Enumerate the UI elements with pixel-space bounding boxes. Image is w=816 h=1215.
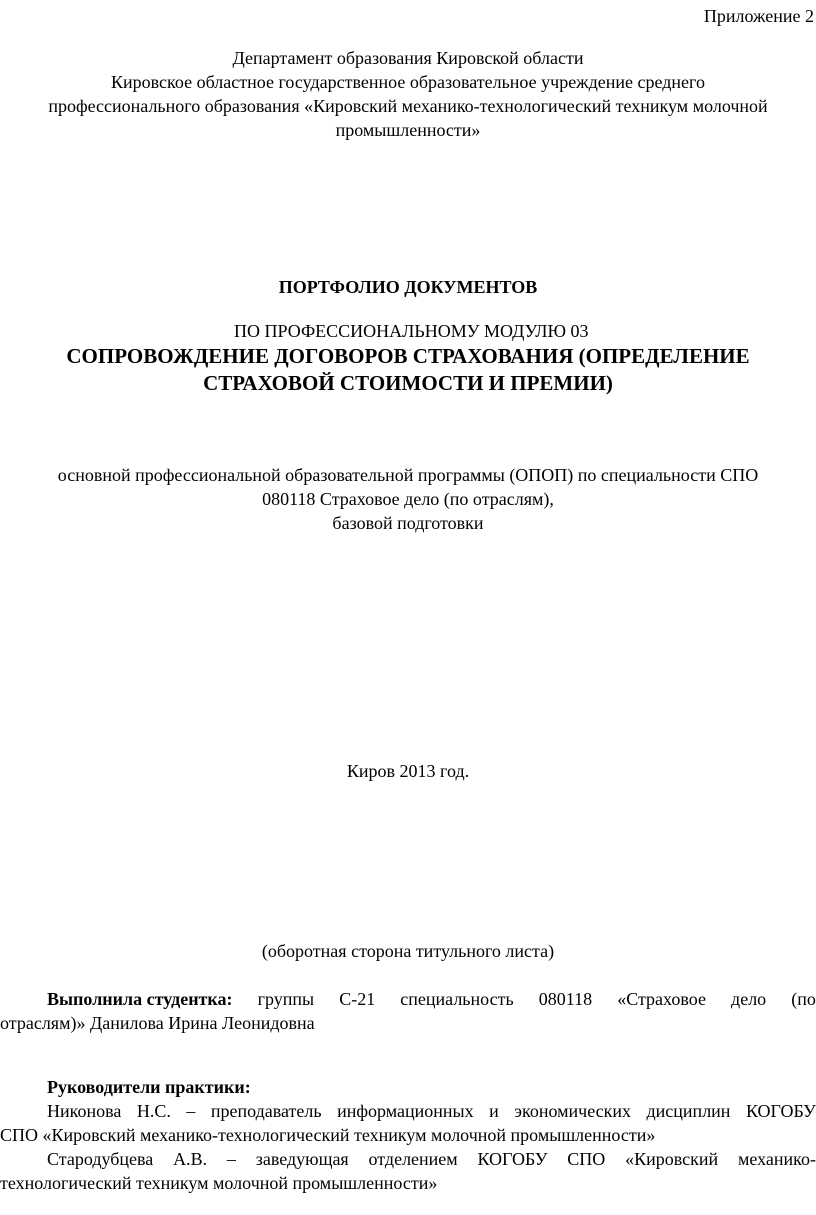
module-title-line-1: СОПРОВОЖДЕНИЕ ДОГОВОРОВ СТРАХОВАНИЯ (ОПРЕДЕЛЕНИЕ [66,344,750,368]
supervisor-word: преподаватель [210,1101,322,1121]
supervisor-word: информационных [337,1101,474,1121]
module-title-line-2: СТРАХОВОЙ СТОИМОСТИ И ПРЕМИИ) [203,371,613,395]
module-label: ПО ПРОФЕССИОНАЛЬНОМУ МОДУЛЮ 03 [234,321,589,341]
student-word: С-21 [339,989,376,1009]
program-line-1: основной профессиональной образовательной программы (ОПОП) по специальности СПО [57,465,759,485]
organization-line-1: Департамент образования Кировской области [232,48,584,68]
student-word: группы [257,989,315,1009]
supervisors-heading: Руководители практики: [47,1077,251,1097]
supervisors-section [0,1075,816,1195]
program-line-2: 080118 Страховое дело (по отраслям), [262,489,554,509]
student-line-1 [0,987,816,1011]
supervisor-word: и [489,1101,499,1121]
supervisor-1-line-2: СПО «Кировский механико-технологический техникум молочной промышленности» [0,1125,656,1145]
program-description [0,463,816,535]
student-word: «Страховое [617,989,706,1009]
supervisor-word: механико- [737,1149,816,1169]
supervisor-2-line-2: технологический техникум молочной промышленности» [0,1173,438,1193]
supervisor-word: «Кировский [625,1149,719,1169]
appendix-label: Приложение 2 [703,6,814,26]
student-label: Выполнила студентка: [47,989,233,1009]
supervisor-word: отделением [368,1149,458,1169]
supervisor-word: – [186,1101,196,1121]
organization-line-2: Кировское областное государственное образовательное учреждение среднего [111,72,705,92]
supervisor-word: Никонова [47,1101,122,1121]
program-line-3: базовой подготовки [332,513,484,533]
supervisor-word: КОГОБУ [745,1101,816,1121]
student-word: 080118 [538,989,593,1009]
student-word: (по [791,989,816,1009]
supervisor-word: – [226,1149,236,1169]
student-paragraph [0,987,816,1035]
supervisor-word: А.В. [173,1149,208,1169]
supervisor-word: дисциплин [646,1101,731,1121]
supervisor-word: Н.С. [136,1101,171,1121]
supervisor-word: заведующая [255,1149,349,1169]
module-title [0,343,816,397]
city-year: Киров 2013 год. [346,761,470,781]
student-word: дело [731,989,767,1009]
supervisor-word: КОГОБУ [477,1149,548,1169]
reverse-side-note: (оборотная сторона титульного листа) [261,941,555,961]
student-line-2: отраслям)» Данилова Ирина Леонидовна [0,1013,315,1033]
supervisor-word: Стародубцева [47,1149,154,1169]
organization-line-3: профессионального образования «Кировский механико-технологический техникум молочной [48,96,768,116]
portfolio-title: ПОРТФОЛИО ДОКУМЕНТОВ [278,277,538,297]
organization-line-4: промышленности» [335,120,481,140]
student-word: специальность [400,989,514,1009]
supervisor-1-line-1 [0,1099,816,1123]
supervisor-word: СПО [567,1149,606,1169]
supervisor-2-line-1 [0,1147,816,1171]
supervisor-word: экономических [514,1101,632,1121]
organization-header [0,46,816,142]
